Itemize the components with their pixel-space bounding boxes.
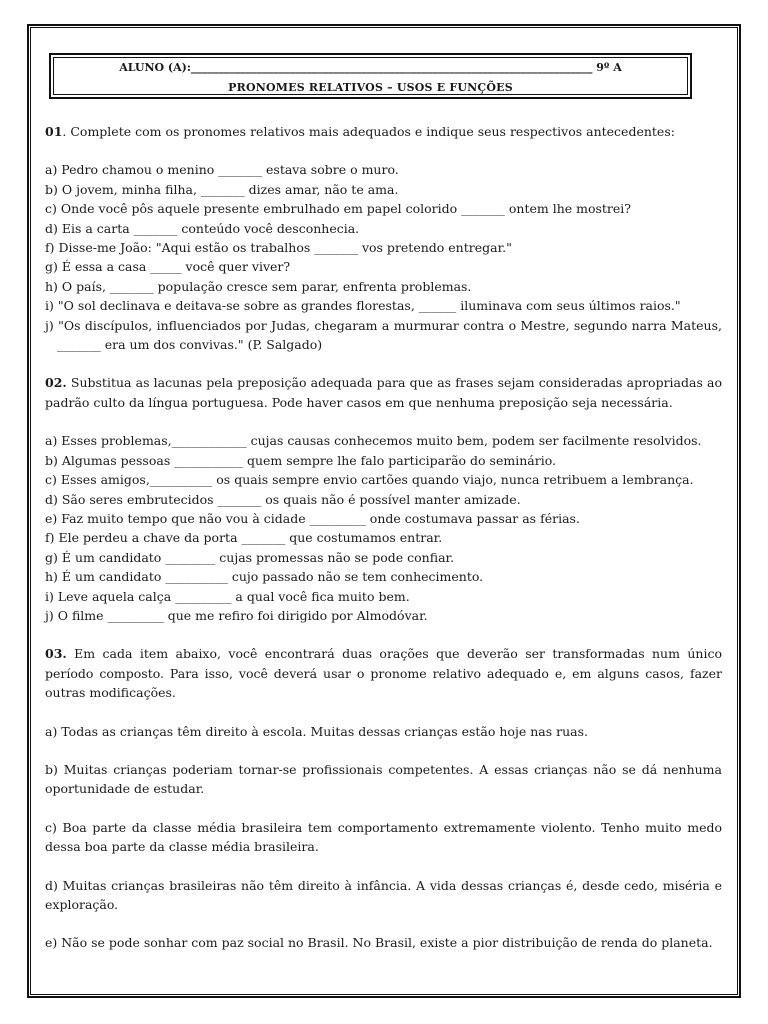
- q3-item-e: e) Não se pode sonhar com paz social no Brasil. No Brasil, existe a pior distribuição de renda do planeta.: [45, 935, 713, 951]
- q2-item-j: j) O filme _________ que me refiro foi dirigido por Almodóvar.: [45, 607, 428, 623]
- q3-item-d: d) Muitas crianças brasileiras não têm direito à infância. A vida dessas crianças é, desde cedo, miséria e exploração.: [45, 877, 722, 912]
- q2-item-h: h) É um candidato __________ cujo passado não se tem conhecimento.: [45, 569, 484, 585]
- q1-item-b: b) O jovem, minha filha, _______ dizes amar, não te ama.: [45, 181, 399, 197]
- q1-item-j: j) "Os discípulos, influenciados por Judas, chegaram a murmurar contra o Mestre, segundo narra Mateus, _______ era um dos convivas." (P. Salgado): [45, 317, 722, 353]
- worksheet-title: PRONOMES RELATIVOS – USOS E FUNÇÕES: [228, 81, 513, 94]
- student-label: ALUNO (A):_________________________________________________________________________: [119, 61, 593, 74]
- question-2-prompt: [45, 373, 722, 412]
- q1-item-c: c) Onde você pôs aquele presente embrulhado em papel colorido _______ ontem lhe mostrei?: [45, 201, 632, 217]
- q1-item-d: d) Eis a carta _______ conteúdo você desconhecia.: [45, 220, 360, 236]
- q2-item-c: c) Esses amigos,__________ os quais sempre envio cartões quando viajo, nunca retribuem a lembrança.: [45, 472, 694, 488]
- worksheet-content: [45, 122, 722, 953]
- question-3-number: 03.: [45, 646, 67, 662]
- q2-item-b: b) Algumas pessoas ___________ quem sempre lhe falo participarão do seminário.: [45, 452, 556, 468]
- q2-item-d: d) São seres embrutecidos _______ os quais não é possível manter amizade.: [45, 491, 521, 507]
- q2-item-a: a) Esses problemas,____________ cujas causas conhecemos muito bem, podem ser facilmente resolvidos.: [45, 433, 702, 449]
- class-label: 9º A: [596, 61, 622, 74]
- q1-item-f: f) Disse-me João: "Aqui estão os trabalhos _______ vos pretendo entregar.": [45, 240, 512, 256]
- q3-item-c: c) Boa parte da classe média brasileira tem comportamento extremamente violento. Tenho muito medo dessa boa parte da classe média brasileira.: [45, 819, 722, 855]
- q1-item-g: g) É essa a casa _____ você quer viver?: [45, 259, 291, 275]
- question-2-text: Substitua as lacunas pela preposição adequada para que as frases sejam consideradas apropriadas ao padrão culto da língua portuguesa. Pode haver casos em que nenhuma preposição seja necessária.: [45, 375, 722, 410]
- q2-item-f: f) Ele perdeu a chave da porta _______ que costumamos entrar.: [45, 530, 443, 546]
- q3-item-b: b) Muitas crianças poderiam tornar-se profissionais competentes. A essas crianças não se dá nenhuma oportunidade de estudar.: [45, 761, 722, 797]
- q1-item-h: h) O país, _______ população cresce sem parar, enfrenta problemas.: [45, 278, 472, 294]
- header-box: [49, 53, 692, 99]
- header-student-line: [51, 61, 690, 74]
- q3-item-a: a) Todas as crianças têm direito à escola. Muitas dessas crianças estão hoje nas ruas.: [45, 723, 588, 739]
- q1-item-i: i) "O sol declinava e deitava-se sobre as grandes florestas, ______ iluminava com seus últimos raios.": [45, 298, 681, 314]
- question-3-prompt: [45, 644, 722, 702]
- question-1-text: . Complete com os pronomes relativos mais adequados e indique seus respectivos antecedentes:: [62, 124, 675, 139]
- question-3-text: Em cada item abaixo, você encontrará duas orações que deverão ser transformadas num único período composto. Para isso, você deverá usar o pronome relativo adequado e, em alguns casos, fazer outras modificações.: [45, 646, 722, 701]
- question-2-number: 02.: [45, 375, 67, 391]
- question-1-number: 01: [45, 124, 63, 139]
- q2-item-g: g) É um candidato ________ cujas promessas não se pode confiar.: [45, 549, 455, 565]
- q1-item-a: a) Pedro chamou o menino _______ estava sobre o muro.: [45, 162, 399, 178]
- q2-item-i: i) Leve aquela calça _________ a qual você fica muito bem.: [45, 588, 410, 604]
- question-1-prompt: [45, 122, 722, 141]
- q2-item-e: e) Faz muito tempo que não vou à cidade _________ onde costumava passar as férias.: [45, 510, 580, 526]
